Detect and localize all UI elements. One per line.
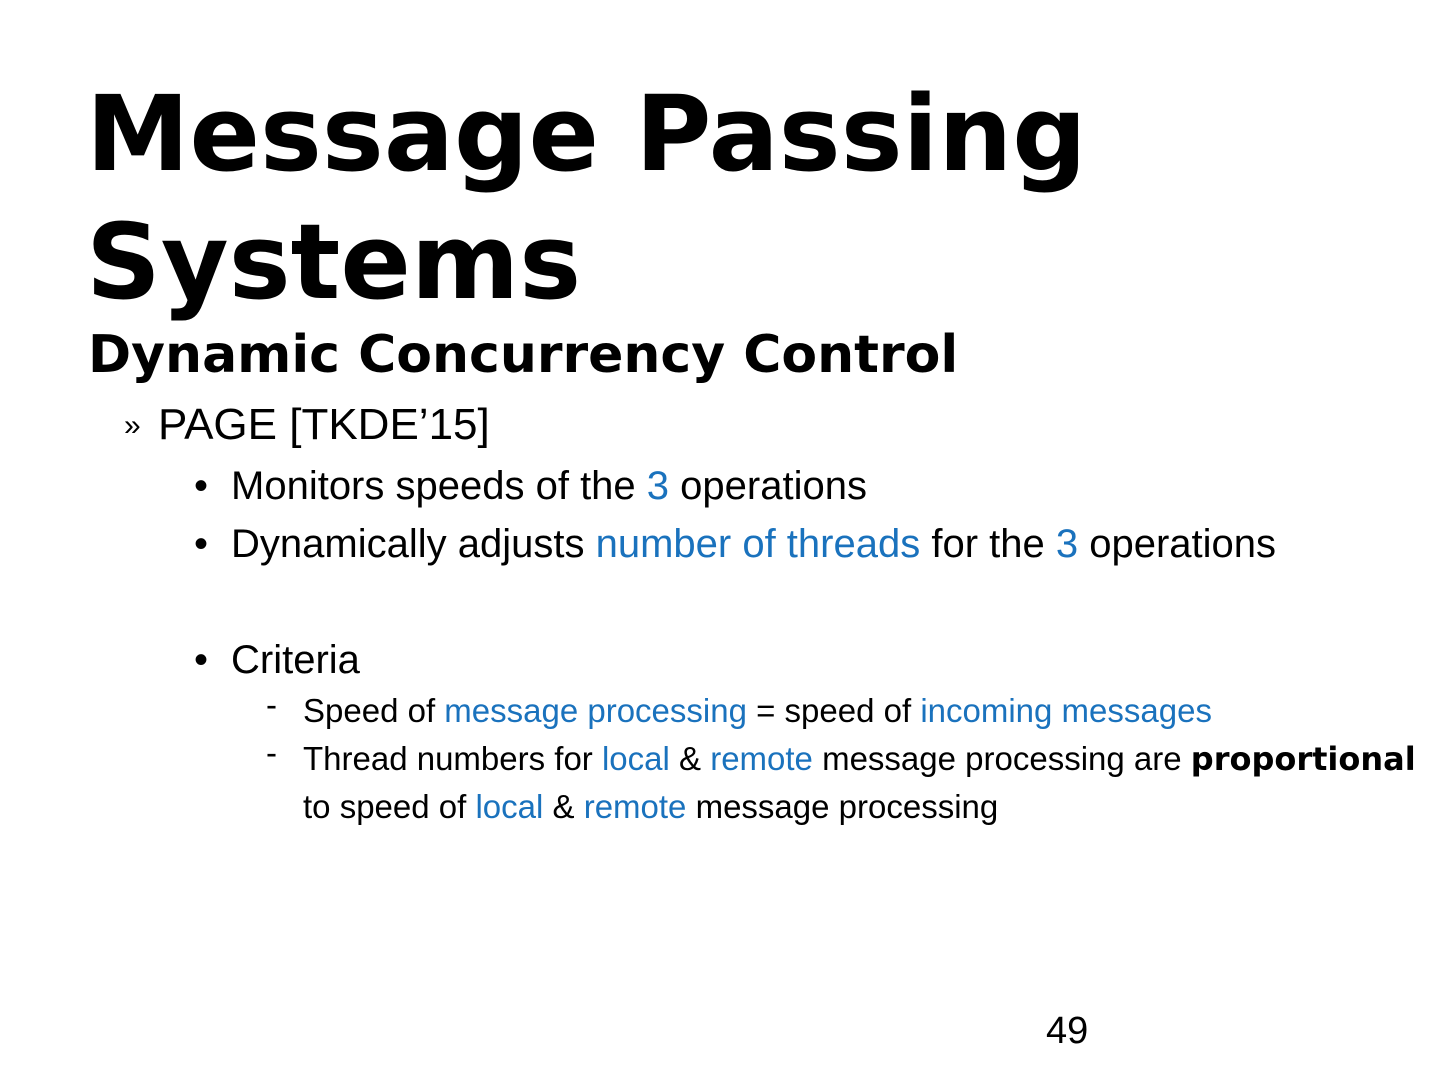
highlight-run: 3 [646,464,670,508]
text-run: message processing are [812,740,1191,777]
highlight-run: 3 [1055,522,1079,566]
slide-title [86,70,1286,326]
bullet-item-text [231,457,1281,515]
highlight-run: number of threads [595,522,921,566]
text-run: operations [1078,522,1277,566]
text-run: Dynamically adjusts [231,522,596,566]
slide-title-line-1: Message Passing [86,73,1087,195]
highlight-run: remote [710,740,813,777]
dash-bullet-icon: - [266,734,277,771]
text-run: = speed of [746,692,921,729]
chevron-bullet-icon: » [124,409,141,442]
bullet-item-text: Criteria [231,638,360,682]
text-run: to speed of [303,788,476,825]
text-run: message processing [686,788,999,825]
bullet-dot-icon: • [194,638,209,682]
level1-item-label: PAGE [TKDE’15] [158,400,490,449]
page-number: 49 [1046,1010,1089,1052]
highlight-run: local [475,788,544,825]
highlight-run: local [601,740,670,777]
level1-item-page [124,396,490,455]
bullet-dot-icon: • [194,522,209,566]
slide-subtitle: Dynamic Concurrency Control [88,325,959,385]
text-run: Thread numbers for [303,740,602,777]
text-run: Monitors speeds of the [231,464,647,508]
bold-run: proportional [1190,740,1416,778]
text-run: for the [920,522,1056,566]
bullet-item-text [231,515,1281,573]
text-run: Speed of [303,692,445,729]
text-run: operations [669,464,867,508]
slide-title-line-2: Systems [86,201,582,323]
highlight-run: remote [583,788,687,825]
dash-bullet-icon: - [266,686,277,723]
highlight-run: message processing [444,692,747,729]
bullet-dot-icon: • [194,464,209,508]
highlight-run: incoming messages [920,692,1212,729]
text-run: & [669,740,711,777]
text-run: & [543,788,584,825]
sub-item-text [303,735,1440,831]
sub-item-text [303,687,1440,735]
